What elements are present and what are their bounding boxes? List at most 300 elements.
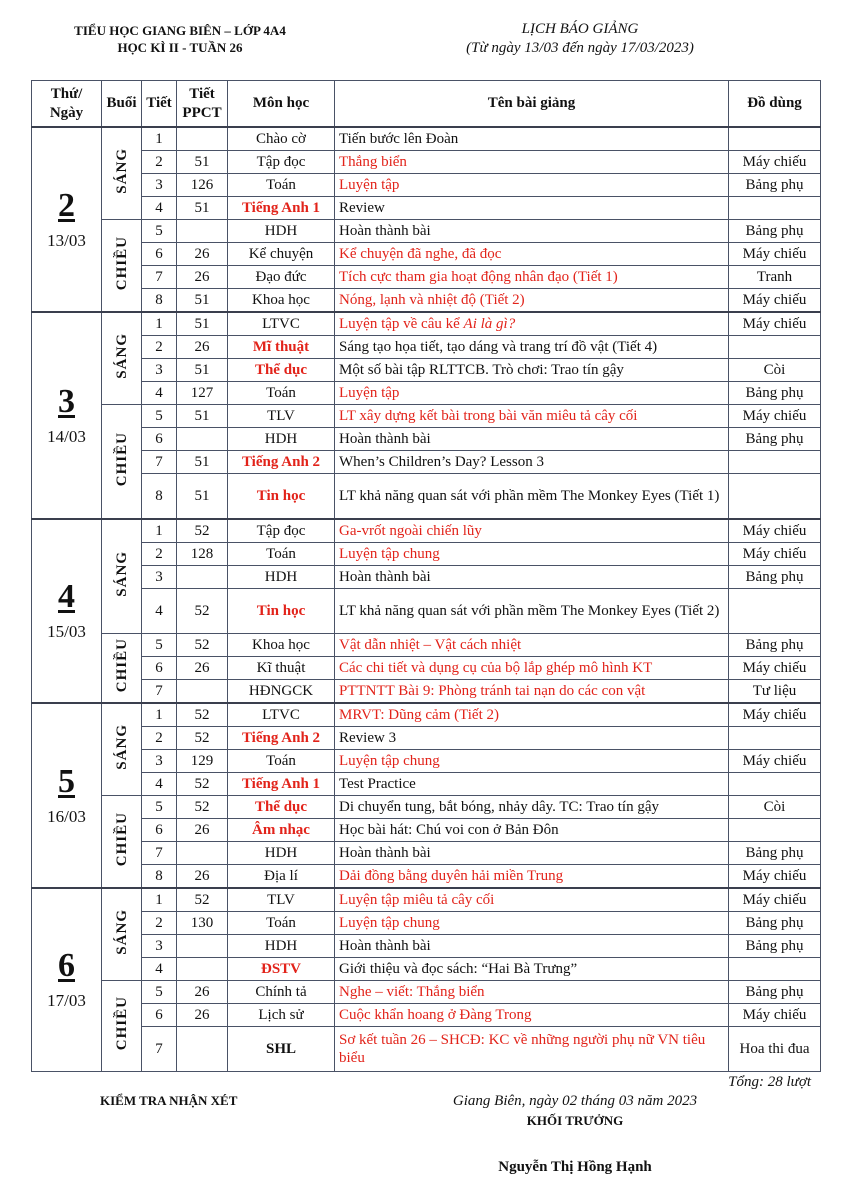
subject-cell: Âm nhạc bbox=[228, 819, 335, 842]
ppct-cell: 51 bbox=[177, 451, 228, 474]
materials-cell: Bảng phụ bbox=[729, 634, 821, 657]
ppct-cell bbox=[177, 428, 228, 451]
lesson-text: Hoàn thành bài bbox=[339, 223, 431, 239]
subject-cell: HDH bbox=[228, 842, 335, 865]
subject-cell: Toán bbox=[228, 174, 335, 197]
lesson-text: Dải đồng bằng duyên hải miền Trung bbox=[339, 868, 564, 884]
ppct-cell: 26 bbox=[177, 1004, 228, 1027]
materials-cell: Hoa thi đua bbox=[729, 1027, 821, 1072]
lesson-text: Luyện tập chung bbox=[339, 546, 440, 562]
ppct-cell: 51 bbox=[177, 289, 228, 313]
ppct-cell bbox=[177, 1027, 228, 1072]
period-cell: 2 bbox=[142, 543, 177, 566]
lesson-text: Các chi tiết và dụng cụ của bộ lắp ghép mô hình KT bbox=[339, 660, 653, 676]
lesson-cell bbox=[335, 543, 729, 566]
period-cell: 1 bbox=[142, 888, 177, 912]
lesson-text: Tích cực tham gia hoạt động nhân đạo (Tiết 1) bbox=[339, 269, 618, 285]
period-cell: 8 bbox=[142, 865, 177, 889]
table-row bbox=[32, 151, 821, 174]
materials-cell: Bảng phụ bbox=[729, 935, 821, 958]
materials-cell: Bảng phụ bbox=[729, 382, 821, 405]
lesson-cell bbox=[335, 197, 729, 220]
lesson-text: Sáng tạo họa tiết, tạo dáng và trang trí đồ vật (Tiết 4) bbox=[339, 339, 658, 355]
ppct-cell: 51 bbox=[177, 312, 228, 336]
lesson-text: Giới thiệu và đọc sách: “Hai Bà Trưng” bbox=[339, 961, 578, 977]
day-number: 2 bbox=[58, 186, 75, 224]
subject-cell: HĐNGCK bbox=[228, 680, 335, 704]
lesson-text: Luyện tập chung bbox=[339, 915, 440, 931]
col-header-day: Thứ/ Ngày bbox=[32, 81, 102, 128]
table-row bbox=[32, 912, 821, 935]
subject-cell: Tiếng Anh 1 bbox=[228, 773, 335, 796]
materials-cell: Máy chiếu bbox=[729, 657, 821, 680]
day-cell bbox=[32, 703, 102, 888]
lesson-text: Luyện tập chung bbox=[339, 753, 440, 769]
lesson-cell bbox=[335, 589, 729, 634]
subject-cell: Lịch sử bbox=[228, 1004, 335, 1027]
lesson-cell bbox=[335, 405, 729, 428]
lesson-text: Tiến bước lên Đoàn bbox=[339, 131, 459, 147]
period-cell: 7 bbox=[142, 680, 177, 704]
session-label: SÁNG bbox=[113, 909, 130, 955]
subject-cell: LTVC bbox=[228, 703, 335, 727]
lesson-text: Sơ kết tuần 26 – SHCĐ: KC về những người phụ nữ VN tiêu biểu bbox=[339, 1032, 706, 1066]
col-header-subject: Môn học bbox=[228, 81, 335, 128]
lesson-cell bbox=[335, 750, 729, 773]
lesson-text: Hoàn thành bài bbox=[339, 938, 431, 954]
subject-cell: Đạo đức bbox=[228, 266, 335, 289]
day-cell bbox=[32, 519, 102, 703]
ppct-cell bbox=[177, 958, 228, 981]
ppct-cell: 26 bbox=[177, 243, 228, 266]
period-cell: 7 bbox=[142, 1027, 177, 1072]
period-cell: 1 bbox=[142, 312, 177, 336]
subject-cell: TLV bbox=[228, 405, 335, 428]
lesson-cell bbox=[335, 935, 729, 958]
lesson-text: PTTNTT Bài 9: Phòng tránh tai nạn do các con vật bbox=[339, 683, 646, 699]
subject-cell: Chào cờ bbox=[228, 127, 335, 151]
subject-cell: TLV bbox=[228, 888, 335, 912]
period-cell: 3 bbox=[142, 566, 177, 589]
ppct-cell: 127 bbox=[177, 382, 228, 405]
materials-cell bbox=[729, 773, 821, 796]
place-date: Giang Biên, ngày 02 tháng 03 năm 2023 bbox=[452, 1093, 698, 1109]
table-row bbox=[32, 935, 821, 958]
ppct-cell: 51 bbox=[177, 151, 228, 174]
ppct-cell: 52 bbox=[177, 773, 228, 796]
materials-cell: Máy chiếu bbox=[729, 543, 821, 566]
subject-cell: HDH bbox=[228, 566, 335, 589]
day-cell bbox=[32, 888, 102, 1072]
day-number: 3 bbox=[58, 382, 75, 420]
lesson-cell bbox=[335, 819, 729, 842]
lesson-cell bbox=[335, 428, 729, 451]
day-cell bbox=[32, 312, 102, 519]
table-row bbox=[32, 220, 821, 243]
materials-cell: Bảng phụ bbox=[729, 220, 821, 243]
lesson-text: When’s Children’s Day? Lesson 3 bbox=[339, 454, 544, 470]
lesson-text: Luyện tập bbox=[339, 385, 400, 401]
subject-cell: Khoa học bbox=[228, 289, 335, 313]
session-cell bbox=[102, 405, 142, 520]
period-cell: 5 bbox=[142, 634, 177, 657]
col-header-ppct: Tiết PPCT bbox=[177, 81, 228, 128]
ppct-cell bbox=[177, 842, 228, 865]
day-date: 13/03 bbox=[47, 230, 86, 250]
ppct-cell: 52 bbox=[177, 888, 228, 912]
session-label: CHIỀU bbox=[113, 235, 130, 291]
table-row bbox=[32, 773, 821, 796]
session-cell bbox=[102, 981, 142, 1072]
period-cell: 3 bbox=[142, 935, 177, 958]
col-header-lesson: Tên bài giảng bbox=[335, 81, 729, 128]
day-date: 16/03 bbox=[47, 806, 86, 826]
lesson-cell bbox=[335, 842, 729, 865]
subject-cell: Khoa học bbox=[228, 634, 335, 657]
ppct-cell bbox=[177, 680, 228, 704]
subject-cell: Thể dục bbox=[228, 359, 335, 382]
subject-cell: ĐSTV bbox=[228, 958, 335, 981]
lesson-cell bbox=[335, 912, 729, 935]
lesson-text: Hoàn thành bài bbox=[339, 431, 431, 447]
lesson-text: Hoàn thành bài bbox=[339, 845, 431, 861]
lesson-cell bbox=[335, 981, 729, 1004]
session-label: SÁNG bbox=[113, 551, 130, 597]
subject-cell: HDH bbox=[228, 220, 335, 243]
session-label: CHIỀU bbox=[113, 638, 130, 693]
materials-cell bbox=[729, 589, 821, 634]
materials-cell bbox=[729, 127, 821, 151]
day-date: 14/03 bbox=[47, 426, 86, 446]
ppct-cell: 52 bbox=[177, 703, 228, 727]
period-cell: 5 bbox=[142, 981, 177, 1004]
lesson-text: LT khả năng quan sát với phần mềm The Monkey Eyes (Tiết 1) bbox=[339, 488, 720, 504]
lesson-text: Học bài hát: Chú voi con ở Bản Đôn bbox=[339, 822, 559, 838]
lesson-text: Kể chuyện đã nghe, đã đọc bbox=[339, 246, 502, 262]
lesson-italic-text: Ai là gì? bbox=[463, 316, 516, 332]
period-cell: 6 bbox=[142, 1004, 177, 1027]
lesson-text: Thắng biển bbox=[339, 154, 407, 170]
ppct-cell: 26 bbox=[177, 819, 228, 842]
materials-cell: Máy chiếu bbox=[729, 703, 821, 727]
ppct-cell: 26 bbox=[177, 336, 228, 359]
subject-cell: SHL bbox=[228, 1027, 335, 1072]
period-cell: 5 bbox=[142, 405, 177, 428]
school-header bbox=[40, 22, 320, 56]
table-row bbox=[32, 382, 821, 405]
total-count: Tổng: 28 lượt bbox=[728, 1074, 811, 1090]
lesson-cell bbox=[335, 865, 729, 889]
ppct-cell: 129 bbox=[177, 750, 228, 773]
table-row bbox=[32, 197, 821, 220]
subject-cell: Tiếng Anh 2 bbox=[228, 451, 335, 474]
lesson-cell bbox=[335, 127, 729, 151]
table-row bbox=[32, 127, 821, 151]
subject-cell: Tập đọc bbox=[228, 151, 335, 174]
session-label: SÁNG bbox=[113, 148, 130, 194]
lesson-text: Di chuyển tung, bắt bóng, nhảy dây. TC: Trao tín gậy bbox=[339, 799, 659, 815]
lesson-cell bbox=[335, 336, 729, 359]
period-cell: 6 bbox=[142, 428, 177, 451]
lesson-cell bbox=[335, 266, 729, 289]
subject-cell: Tiếng Anh 1 bbox=[228, 197, 335, 220]
materials-cell: Máy chiếu bbox=[729, 750, 821, 773]
session-cell bbox=[102, 127, 142, 220]
table-row bbox=[32, 1004, 821, 1027]
subject-cell: Toán bbox=[228, 912, 335, 935]
school-line: TIỂU HỌC GIANG BIÊN – LỚP 4A4 bbox=[74, 23, 286, 38]
subject-cell: Kể chuyện bbox=[228, 243, 335, 266]
table-row bbox=[32, 566, 821, 589]
lesson-text: Review bbox=[339, 200, 385, 216]
session-cell bbox=[102, 796, 142, 889]
signer-name: Nguyễn Thị Hồng Hạnh bbox=[498, 1159, 652, 1175]
lesson-cell bbox=[335, 1027, 729, 1072]
table-row bbox=[32, 243, 821, 266]
table-row bbox=[32, 657, 821, 680]
period-cell: 6 bbox=[142, 657, 177, 680]
schedule-body bbox=[32, 127, 821, 1072]
period-cell: 4 bbox=[142, 589, 177, 634]
session-cell bbox=[102, 220, 142, 313]
ppct-cell: 126 bbox=[177, 174, 228, 197]
day-number: 4 bbox=[58, 578, 75, 615]
materials-cell: Máy chiếu bbox=[729, 519, 821, 543]
table-row bbox=[32, 428, 821, 451]
materials-cell bbox=[729, 336, 821, 359]
ppct-cell: 26 bbox=[177, 266, 228, 289]
lesson-text: Review 3 bbox=[339, 730, 397, 746]
table-row bbox=[32, 266, 821, 289]
col-header-materials: Đồ dùng bbox=[729, 81, 821, 128]
ppct-cell: 130 bbox=[177, 912, 228, 935]
lesson-text: LT khả năng quan sát với phần mềm The Monkey Eyes (Tiết 2) bbox=[339, 603, 720, 619]
day-date: 17/03 bbox=[47, 991, 86, 1010]
subject-cell: Tiếng Anh 2 bbox=[228, 727, 335, 750]
materials-cell bbox=[729, 197, 821, 220]
lesson-cell bbox=[335, 958, 729, 981]
session-cell bbox=[102, 519, 142, 634]
table-row bbox=[32, 819, 821, 842]
period-cell: 2 bbox=[142, 727, 177, 750]
lesson-cell bbox=[335, 657, 729, 680]
period-cell: 3 bbox=[142, 359, 177, 382]
lesson-text: Hoàn thành bài bbox=[339, 569, 431, 585]
ppct-cell bbox=[177, 127, 228, 151]
ppct-cell: 52 bbox=[177, 727, 228, 750]
table-row bbox=[32, 1027, 821, 1072]
lesson-cell bbox=[335, 382, 729, 405]
period-cell: 4 bbox=[142, 773, 177, 796]
lesson-cell bbox=[335, 634, 729, 657]
table-row bbox=[32, 865, 821, 889]
lesson-text: Vật dẫn nhiệt – Vật cách nhiệt bbox=[339, 637, 522, 653]
review-label: KIỂM TRA NHẬN XÉT bbox=[100, 1093, 238, 1108]
table-row bbox=[32, 312, 821, 336]
period-cell: 2 bbox=[142, 151, 177, 174]
table-row bbox=[32, 336, 821, 359]
day-number: 6 bbox=[58, 947, 75, 984]
table-row bbox=[32, 888, 821, 912]
subject-cell: HDH bbox=[228, 428, 335, 451]
lesson-cell bbox=[335, 1004, 729, 1027]
ppct-cell: 51 bbox=[177, 405, 228, 428]
ppct-cell: 51 bbox=[177, 197, 228, 220]
session-label: CHIỀU bbox=[113, 811, 130, 867]
day-cell bbox=[32, 127, 102, 312]
subject-cell: Kĩ thuật bbox=[228, 657, 335, 680]
session-label: SÁNG bbox=[113, 724, 130, 770]
lesson-cell bbox=[335, 174, 729, 197]
table-row bbox=[32, 842, 821, 865]
lesson-cell bbox=[335, 312, 729, 336]
subject-cell: Thể dục bbox=[228, 796, 335, 819]
subject-cell: HDH bbox=[228, 935, 335, 958]
lesson-text: Một số bài tập RLTTCB. Trò chơi: Trao tín gậy bbox=[339, 362, 624, 378]
materials-cell: Bảng phụ bbox=[729, 912, 821, 935]
session-label: CHIỀU bbox=[113, 996, 130, 1051]
subject-cell: Mĩ thuật bbox=[228, 336, 335, 359]
materials-cell: Tư liệu bbox=[729, 680, 821, 704]
period-cell: 6 bbox=[142, 243, 177, 266]
materials-cell: Máy chiếu bbox=[729, 888, 821, 912]
header-row bbox=[32, 81, 821, 128]
ppct-cell: 52 bbox=[177, 589, 228, 634]
table-row bbox=[32, 958, 821, 981]
lesson-text: LT xây dựng kết bài trong bài văn miêu tả cây cối bbox=[339, 408, 638, 424]
materials-cell: Tranh bbox=[729, 266, 821, 289]
materials-cell: Máy chiếu bbox=[729, 865, 821, 889]
materials-cell: Còi bbox=[729, 359, 821, 382]
lesson-cell bbox=[335, 727, 729, 750]
lesson-cell bbox=[335, 566, 729, 589]
materials-cell: Bảng phụ bbox=[729, 842, 821, 865]
lesson-text: Nóng, lạnh và nhiệt độ (Tiết 2) bbox=[339, 292, 525, 308]
session-cell bbox=[102, 703, 142, 796]
lesson-text: Luyện tập miêu tả cây cối bbox=[339, 892, 495, 908]
table-row bbox=[32, 981, 821, 1004]
ppct-cell: 26 bbox=[177, 865, 228, 889]
lesson-text: Luyện tập bbox=[339, 177, 400, 193]
materials-cell bbox=[729, 451, 821, 474]
table-row bbox=[32, 750, 821, 773]
ppct-cell bbox=[177, 220, 228, 243]
subject-cell: Toán bbox=[228, 382, 335, 405]
ppct-cell bbox=[177, 935, 228, 958]
period-cell: 3 bbox=[142, 174, 177, 197]
materials-cell bbox=[729, 474, 821, 520]
period-cell: 8 bbox=[142, 289, 177, 313]
lesson-text: Luyện tập về câu kể bbox=[339, 316, 464, 332]
materials-cell: Máy chiếu bbox=[729, 405, 821, 428]
col-header-period: Tiết bbox=[142, 81, 177, 128]
materials-cell bbox=[729, 727, 821, 750]
session-cell bbox=[102, 888, 142, 981]
session-cell bbox=[102, 312, 142, 405]
ppct-cell: 128 bbox=[177, 543, 228, 566]
lesson-cell bbox=[335, 888, 729, 912]
period-cell: 2 bbox=[142, 336, 177, 359]
subject-cell: Chính tả bbox=[228, 981, 335, 1004]
materials-cell: Bảng phụ bbox=[729, 981, 821, 1004]
ppct-cell: 52 bbox=[177, 634, 228, 657]
subject-cell: Toán bbox=[228, 750, 335, 773]
lesson-cell bbox=[335, 773, 729, 796]
table-row bbox=[32, 451, 821, 474]
session-cell bbox=[102, 634, 142, 704]
schedule-table bbox=[31, 80, 821, 1072]
materials-cell bbox=[729, 819, 821, 842]
table-row bbox=[32, 680, 821, 704]
session-label: CHIỀU bbox=[113, 431, 130, 487]
lesson-cell bbox=[335, 220, 729, 243]
signer-role: KHỐI TRƯỞNG bbox=[526, 1113, 624, 1128]
subject-cell: Địa lí bbox=[228, 865, 335, 889]
lesson-cell bbox=[335, 243, 729, 266]
lesson-cell bbox=[335, 796, 729, 819]
lesson-text: MRVT: Dũng cảm (Tiết 2) bbox=[339, 707, 499, 723]
table-row bbox=[32, 727, 821, 750]
period-cell: 1 bbox=[142, 127, 177, 151]
lesson-cell bbox=[335, 519, 729, 543]
materials-cell: Máy chiếu bbox=[729, 312, 821, 336]
materials-cell: Máy chiếu bbox=[729, 243, 821, 266]
subject-cell: Tin học bbox=[228, 589, 335, 634]
lesson-text: Ga-vrốt ngoài chiến lũy bbox=[339, 523, 482, 539]
subject-cell: Tập đọc bbox=[228, 519, 335, 543]
period-cell: 3 bbox=[142, 750, 177, 773]
lesson-text: Nghe – viết: Thắng biển bbox=[339, 984, 485, 1000]
lesson-cell bbox=[335, 703, 729, 727]
materials-cell: Còi bbox=[729, 796, 821, 819]
table-row bbox=[32, 634, 821, 657]
table-row bbox=[32, 796, 821, 819]
table-row bbox=[32, 474, 821, 520]
period-cell: 1 bbox=[142, 703, 177, 727]
ppct-cell: 52 bbox=[177, 796, 228, 819]
day-number: 5 bbox=[58, 762, 75, 800]
period-cell: 6 bbox=[142, 819, 177, 842]
lesson-cell bbox=[335, 151, 729, 174]
materials-cell: Bảng phụ bbox=[729, 566, 821, 589]
subject-cell: Tin học bbox=[228, 474, 335, 520]
ppct-cell: 52 bbox=[177, 519, 228, 543]
signature-block bbox=[420, 1092, 730, 1129]
ppct-cell: 26 bbox=[177, 657, 228, 680]
table-row bbox=[32, 703, 821, 727]
period-cell: 2 bbox=[142, 912, 177, 935]
ppct-cell: 51 bbox=[177, 474, 228, 520]
period-cell: 5 bbox=[142, 796, 177, 819]
lesson-cell bbox=[335, 289, 729, 313]
col-header-session: Buổi bbox=[102, 81, 142, 128]
table-row bbox=[32, 589, 821, 634]
table-row bbox=[32, 405, 821, 428]
period-cell: 7 bbox=[142, 451, 177, 474]
materials-cell: Máy chiếu bbox=[729, 289, 821, 313]
document-title: LỊCH BÁO GIẢNG bbox=[521, 21, 639, 37]
period-cell: 5 bbox=[142, 220, 177, 243]
ppct-cell bbox=[177, 566, 228, 589]
materials-cell: Máy chiếu bbox=[729, 1004, 821, 1027]
subject-cell: LTVC bbox=[228, 312, 335, 336]
lesson-text: Cuộc khẩn hoang ở Đàng Trong bbox=[339, 1007, 532, 1023]
materials-cell: Bảng phụ bbox=[729, 174, 821, 197]
term-line: HỌC KÌ II - TUẦN 26 bbox=[117, 40, 243, 55]
lesson-cell bbox=[335, 680, 729, 704]
period-cell: 1 bbox=[142, 519, 177, 543]
period-cell: 7 bbox=[142, 842, 177, 865]
